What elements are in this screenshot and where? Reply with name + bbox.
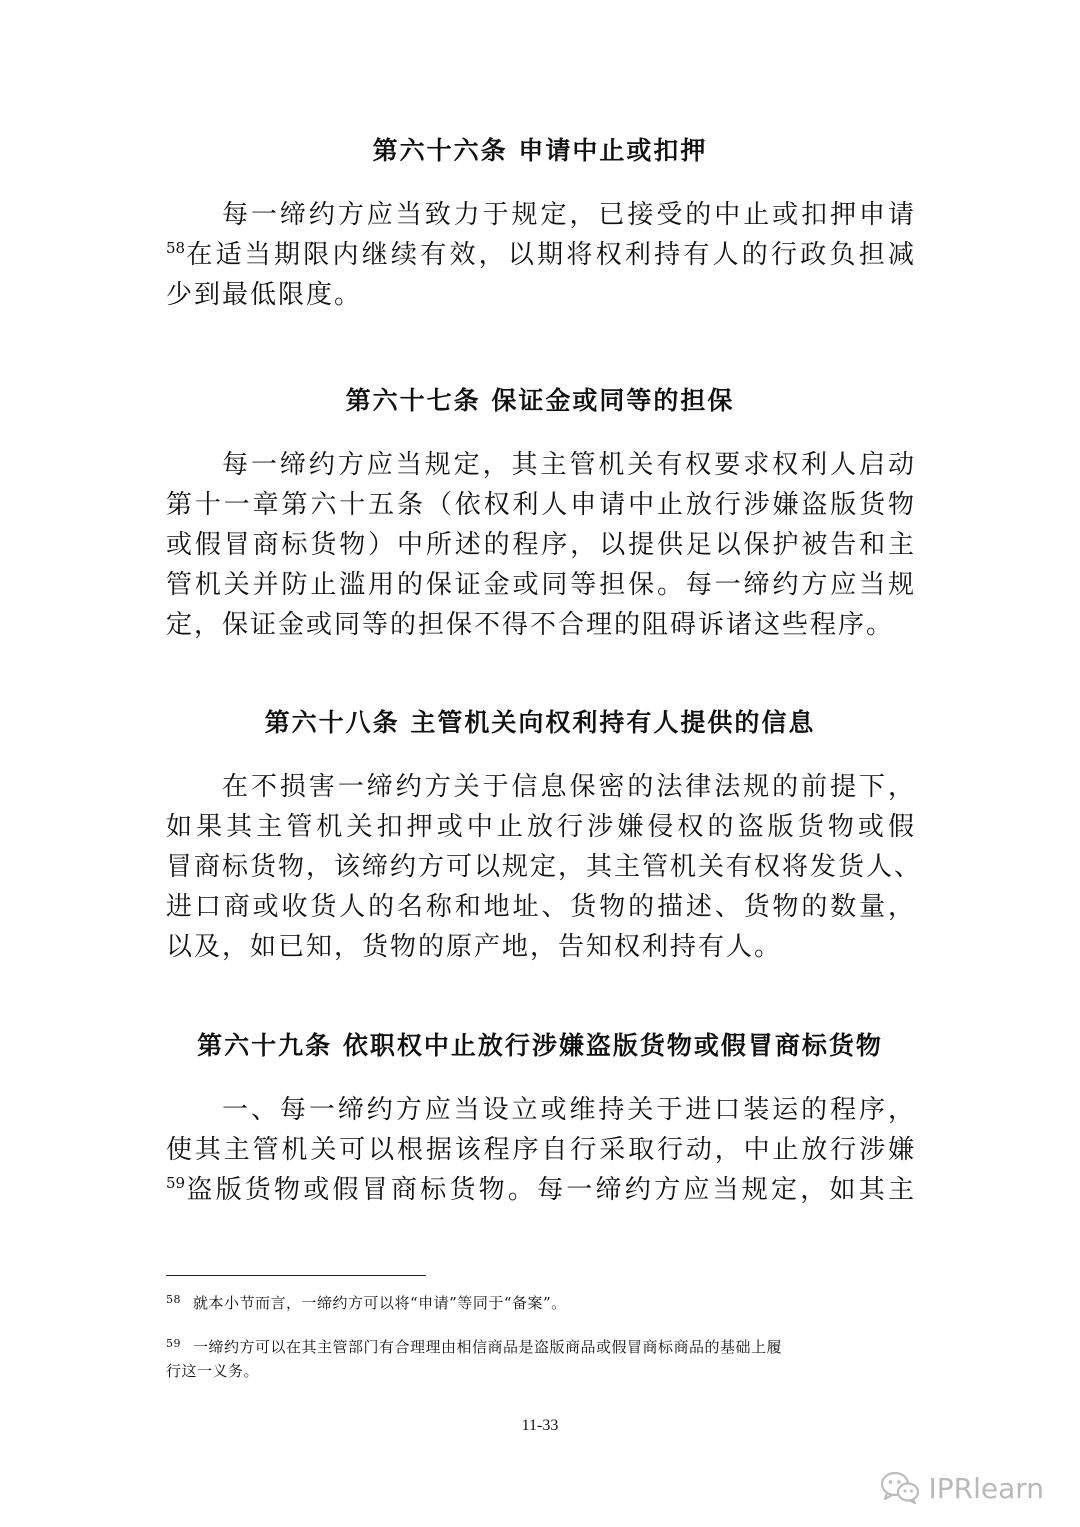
article-67-line-5: 定，保证金或同等的担保不得不合理的阻碍诉诸这些程序。: [166, 610, 895, 640]
footnote-59-number: 59: [166, 1337, 181, 1350]
article-68-line-5: 以及，如已知，货物的原产地，告知权利持有人。: [166, 932, 783, 962]
footnote-ref-58[interactable]: 58: [166, 239, 186, 257]
article-66-body: [166, 195, 916, 315]
article-67-line-3: 或假冒商标货物）中所述的程序，以提供足以保护被告和主: [166, 530, 916, 560]
article-67-heading: 第六十七条 保证金或同等的担保: [345, 386, 735, 415]
article-66-line-1: 每一缔约方应当致力于规定，已接受的中止或扣押申请: [222, 200, 916, 230]
article-67-line-1: 每一缔约方应当规定，其主管机关有权要求权利人启动: [222, 450, 916, 480]
article-66-line-2: [166, 235, 916, 275]
article-68-body: [166, 767, 923, 967]
article-67-body: [166, 445, 916, 645]
article-68-heading: 第六十八条 主管机关向权利持有人提供的信息: [264, 708, 816, 737]
footnote-59-text-line-1: 一缔约方可以在其主管部门有合理理由相信商品是盗版商品或假冒商标商品的基础上履: [193, 1338, 783, 1356]
article-69-line-2: 使其主管机关可以根据该程序自行采取行动，中止放行涉嫌: [166, 1135, 916, 1165]
footnote-58: [166, 1288, 916, 1315]
article-67-line-4: 管机关并防止滥用的保证金或同等担保。每一缔约方应当规: [166, 570, 916, 600]
article-66-line-2-text: 在适当期限内继续有效，以期将权利持有人的行政负担减: [185, 240, 916, 270]
article-66-heading: 第六十六条 申请中止或扣押: [372, 136, 708, 165]
article-69-heading: 第六十九条 依职权中止放行涉嫌盗版货物或假冒商标货物: [197, 1031, 883, 1060]
footnote-divider: [166, 1275, 426, 1276]
footnote-59-text-line-2: 行这一义务。: [166, 1362, 260, 1380]
watermark: [880, 1470, 1044, 1506]
article-69-line-3-text: 盗版货物或假冒商标货物。每一缔约方应当规定，如其主: [185, 1175, 916, 1205]
article-67-line-2: 第十一章第六十五条（依权利人申请中止放行涉嫌盗版货物: [166, 490, 916, 520]
page-number: 11-33: [521, 1417, 559, 1434]
footnote-58-text: 就本小节而言，一缔约方可以将“申请”等同于“备案”。: [193, 1294, 567, 1312]
footnote-59: [166, 1332, 916, 1383]
article-68-line-1: 在不损害一缔约方关于信息保密的法律法规的前提下，: [222, 772, 916, 802]
footnote-ref-59[interactable]: 59: [166, 1174, 186, 1192]
article-68-line-3: 冒商标货物，该缔约方可以规定，其主管机关有权将发货人、: [166, 852, 923, 882]
wechat-icon: [880, 1471, 920, 1505]
article-69-line-3: [166, 1170, 916, 1210]
article-68-line-4: 进口商或收货人的名称和地址、货物的描述、货物的数量，: [166, 892, 916, 922]
article-66-line-3: 少到最低限度。: [166, 280, 363, 310]
article-68-line-2: 如果其主管机关扣押或中止放行涉嫌侵权的盗版货物或假: [166, 812, 916, 842]
article-69-line-1: 一、每一缔约方应当设立或维持关于进口装运的程序，: [222, 1095, 916, 1125]
article-69-body: [166, 1090, 916, 1210]
footnote-58-number: 58: [166, 1293, 181, 1306]
watermark-text: IPRlearn: [928, 1471, 1044, 1505]
